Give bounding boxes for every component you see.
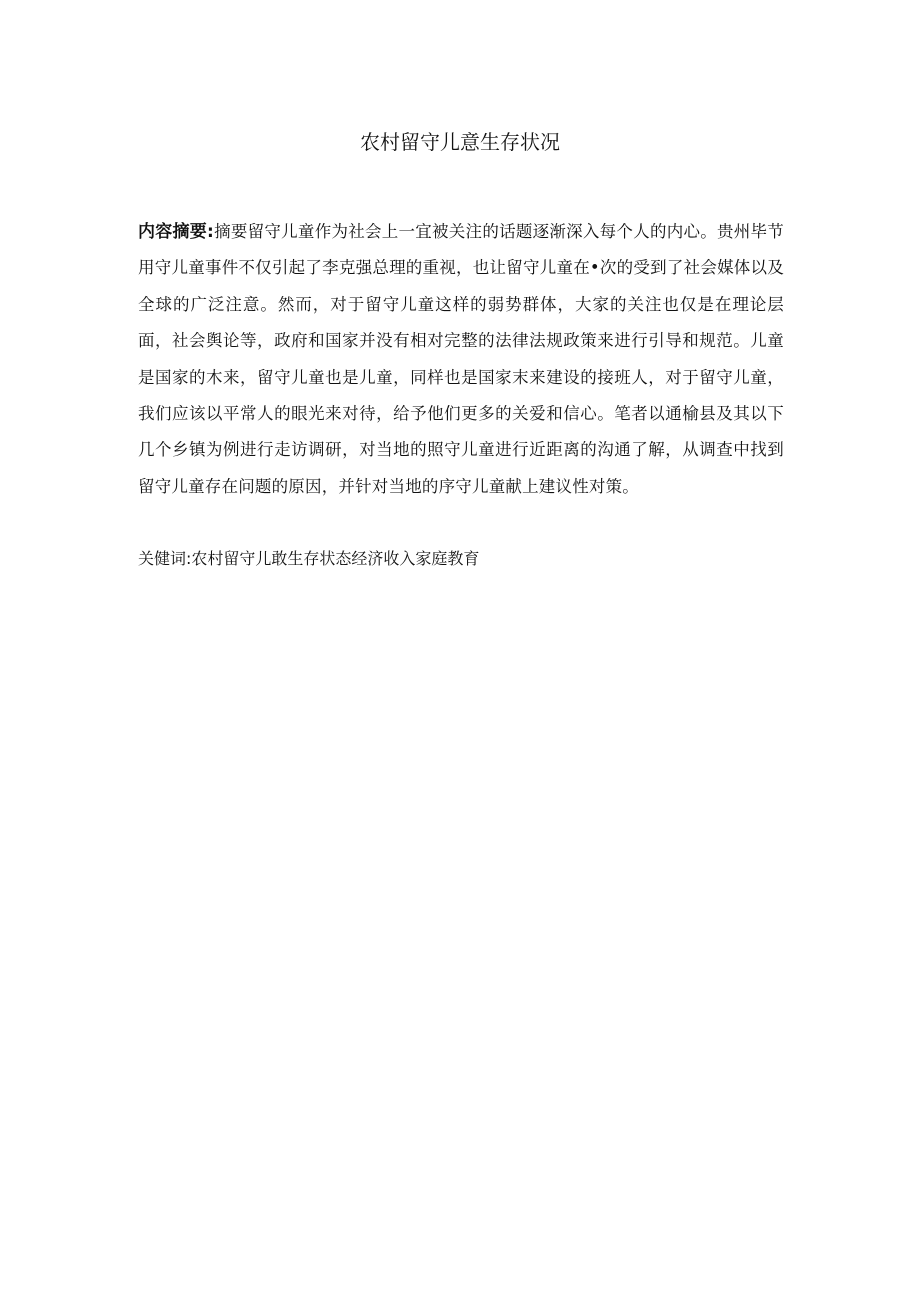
abstract-label: 内容摘要: (138, 222, 215, 242)
keywords-text: 农村留守儿敢生存状态经济收入家庭教育 (191, 549, 480, 568)
keywords-label: 关健词: (138, 549, 192, 568)
abstract-paragraph (138, 214, 784, 505)
document-title: 农村留守儿意生存状况 (360, 130, 560, 154)
abstract-text: 摘要留守儿童作为社会上一宜被关注的话题逐渐深入每个人的内心。贵州毕节用守儿童事件不仅引起了李克强总理的重视，也让留守儿童在•次的受到了社会媒体以及全球的广泛注意。然而，对于留守儿童这样的弱势群体，大家的关注也仅是在理论层面，社会舆论等，政府和国家并没有相对完整的法律法规政策来进行引导和规范。儿童是国家的木来，留守儿童也是儿童，同样也是国家末来建设的接班人，对于留守儿童，我们应该以平常人的眼光来对待，给予他们更多的关爱和信心。笔者以通榆县及其以下几个乡镇为例进行走访调研，对当地的照守儿童进行近距离的沟通了解，从调查中找到留守儿童存在问题的原因，并针对当地的序守儿童献上建议性对策。 (138, 222, 784, 496)
keywords-line (138, 545, 784, 573)
